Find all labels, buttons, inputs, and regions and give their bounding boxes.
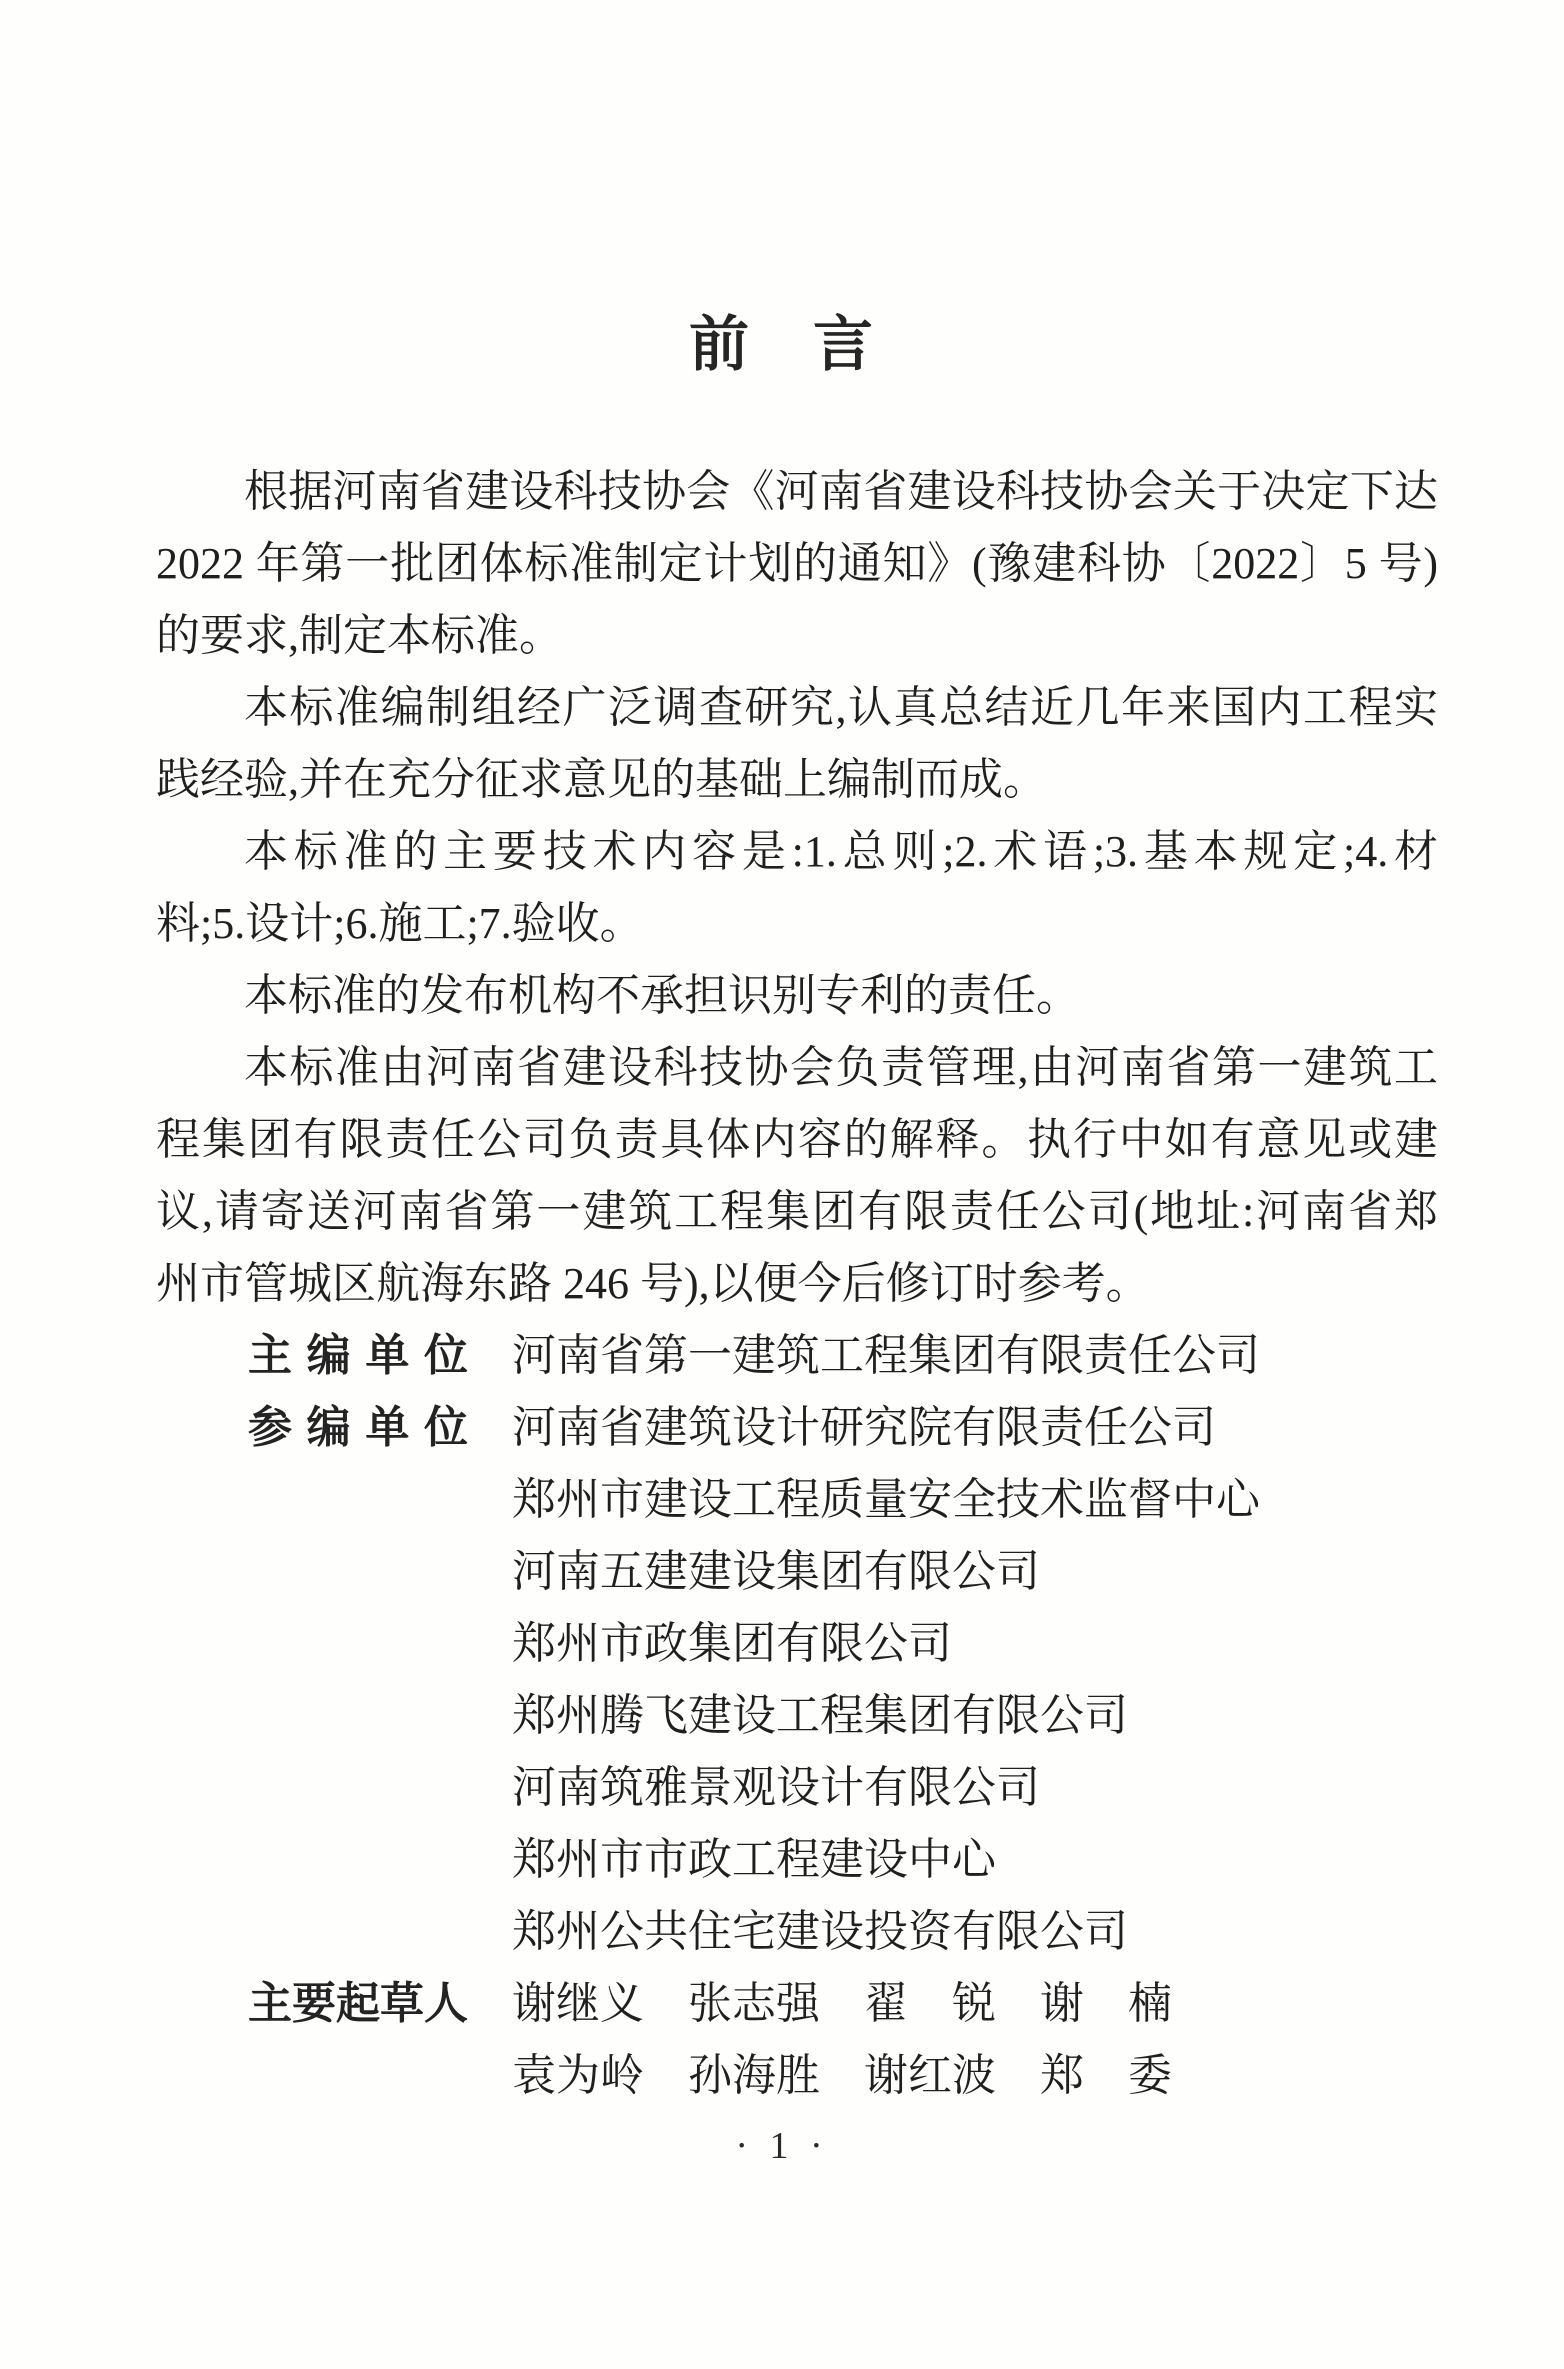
- drafter-name: 谢继义: [512, 1979, 644, 2028]
- drafter-name: 翟 锐: [864, 1979, 996, 2028]
- text-line: 程集团有限责任公司负责具体内容的解释。执行中如有意见或建: [156, 1115, 1438, 1164]
- co-editor-organization: 河南省建筑设计研究院有限责任公司: [512, 1403, 1216, 1452]
- drafter-names: [512, 1968, 1172, 2040]
- co-editor-organization: 河南筑雅景观设计有限公司: [512, 1763, 1040, 1812]
- co-editor-organization: 郑州市政集团有限公司: [512, 1619, 952, 1668]
- co-editor-organization: 郑州腾飞建设工程集团有限公司: [512, 1691, 1128, 1740]
- paragraph: [156, 672, 1438, 816]
- editors-section: [156, 1320, 1438, 2112]
- co-editor-organization: 郑州公共住宅建设投资有限公司: [512, 1907, 1128, 1956]
- drafter-name: 袁为岭: [512, 2051, 644, 2100]
- page-number: · 1 ·: [735, 2125, 829, 2167]
- chief-editor-row: [156, 1320, 1438, 1392]
- drafter-name: 谢 楠: [1040, 1979, 1172, 2028]
- co-editors-label: 参 编 单 位: [248, 1403, 468, 1452]
- drafter-name: 郑 委: [1040, 2051, 1172, 2100]
- text-line: 本标准的主要技术内容是:1.总则;2.术语;3.基本规定;4.材: [244, 827, 1438, 876]
- text-line: 的要求,制定本标准。: [156, 611, 563, 660]
- text-line: 践经验,并在充分征求意见的基础上编制而成。: [156, 755, 1047, 804]
- drafter-name: 张志强: [688, 1979, 820, 2028]
- drafter-names-row: [512, 1968, 1172, 2040]
- text-line: 2022 年第一批团体标准制定计划的通知》(豫建科协〔2022〕5 号): [156, 539, 1438, 588]
- paragraph: [156, 1032, 1438, 1320]
- paragraph: [156, 960, 1438, 1032]
- co-editor-organization: 郑州市建设工程质量安全技术监督中心: [512, 1475, 1260, 1524]
- preface-content: [156, 456, 1438, 2112]
- page-title: 前 言: [689, 311, 875, 378]
- drafter-name: 孙海胜: [688, 2051, 820, 2100]
- paragraph: [156, 816, 1438, 960]
- text-line: 本标准的发布机构不承担识别专利的责任。: [244, 971, 1080, 1020]
- paragraph: [156, 456, 1438, 672]
- preface-paragraphs: [156, 456, 1438, 1320]
- text-line: 料;5.设计;6.施工;7.验收。: [156, 899, 644, 948]
- co-editors-row: [156, 1392, 1438, 1464]
- text-line: 本标准由河南省建设科技协会负责管理,由河南省第一建筑工: [244, 1043, 1438, 1092]
- chief-editor-organization: 河南省第一建筑工程集团有限责任公司: [512, 1331, 1260, 1380]
- drafters-row: [156, 1968, 1438, 2040]
- text-line: 本标准编制组经广泛调查研究,认真总结近几年来国内工程实: [244, 683, 1438, 732]
- text-line: 州市管城区航海东路 246 号),以便今后修订时参考。: [156, 1259, 1150, 1308]
- text-line: 议,请寄送河南省第一建筑工程集团有限责任公司(地址:河南省郑: [156, 1187, 1438, 1236]
- drafters-label: 主要起草人: [248, 1979, 468, 2028]
- drafter-names: [156, 2040, 1438, 2112]
- drafter-name: 谢红波: [864, 2051, 996, 2100]
- co-editor-organization: 河南五建建设集团有限公司: [512, 1547, 1040, 1596]
- text-line: 根据河南省建设科技协会《河南省建设科技协会关于决定下达: [244, 467, 1438, 516]
- co-editor-organization: 郑州市市政工程建设中心: [512, 1835, 996, 1884]
- chief-editor-label: 主 编 单 位: [248, 1331, 468, 1380]
